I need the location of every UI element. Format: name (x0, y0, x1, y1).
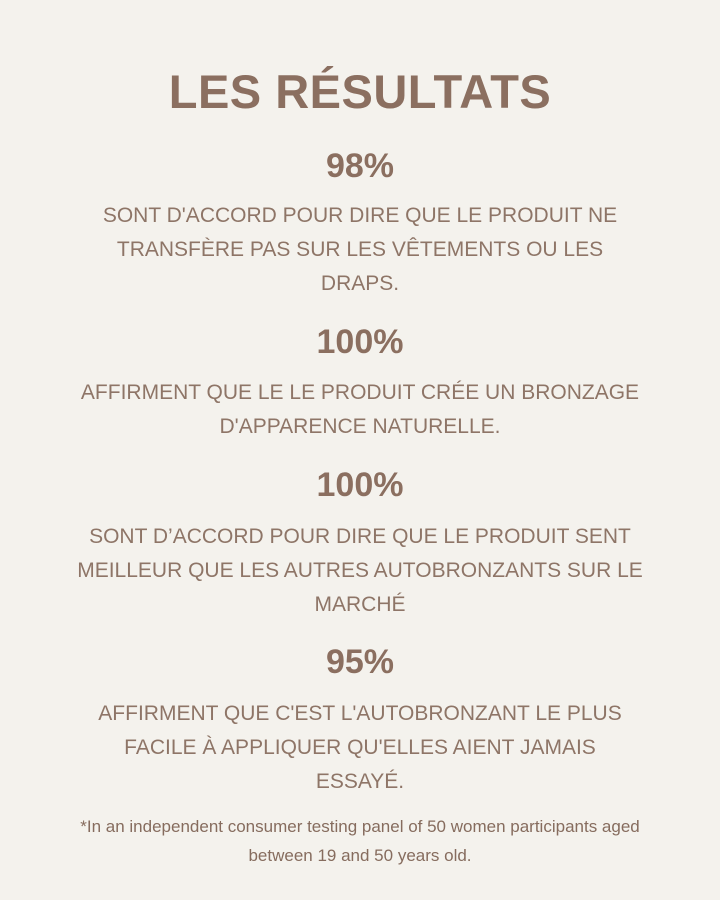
stat-value-4: 95% (325, 643, 395, 681)
stat-description-2: AFFIRMENT QUE LE LE PRODUIT CRÉE UN BRONZAGE D'APPARENCE NATURELLE. (80, 381, 640, 438)
footnote: *In an independent consumer testing panel of 50 women participants aged between 19 and 50 years old. (80, 817, 640, 865)
stat-description-1: SONT D'ACCORD POUR DIRE QUE LE PRODUIT NE TRANSFÈRE PAS SUR LES VÊTEMENTS OU LES DRAPS. (102, 204, 618, 295)
stat-value-2: 100% (316, 323, 404, 361)
stat-description-4: AFFIRMENT QUE C'EST L'AUTOBRONZANT LE PLUS FACILE À APPLIQUER QU'ELLES AIENT JAMAIS ESSAYÉ. (98, 702, 622, 793)
stat-value-3: 100% (316, 466, 404, 504)
page-title: LES RÉSULTATS (168, 65, 552, 118)
stat-value-1: 98% (325, 147, 395, 185)
stat-description-3: SONT D’ACCORD POUR DIRE QUE LE PRODUIT SENT MEILLEUR QUE LES AUTRES AUTOBRONZANTS SUR LE MARCHÉ (77, 525, 643, 616)
